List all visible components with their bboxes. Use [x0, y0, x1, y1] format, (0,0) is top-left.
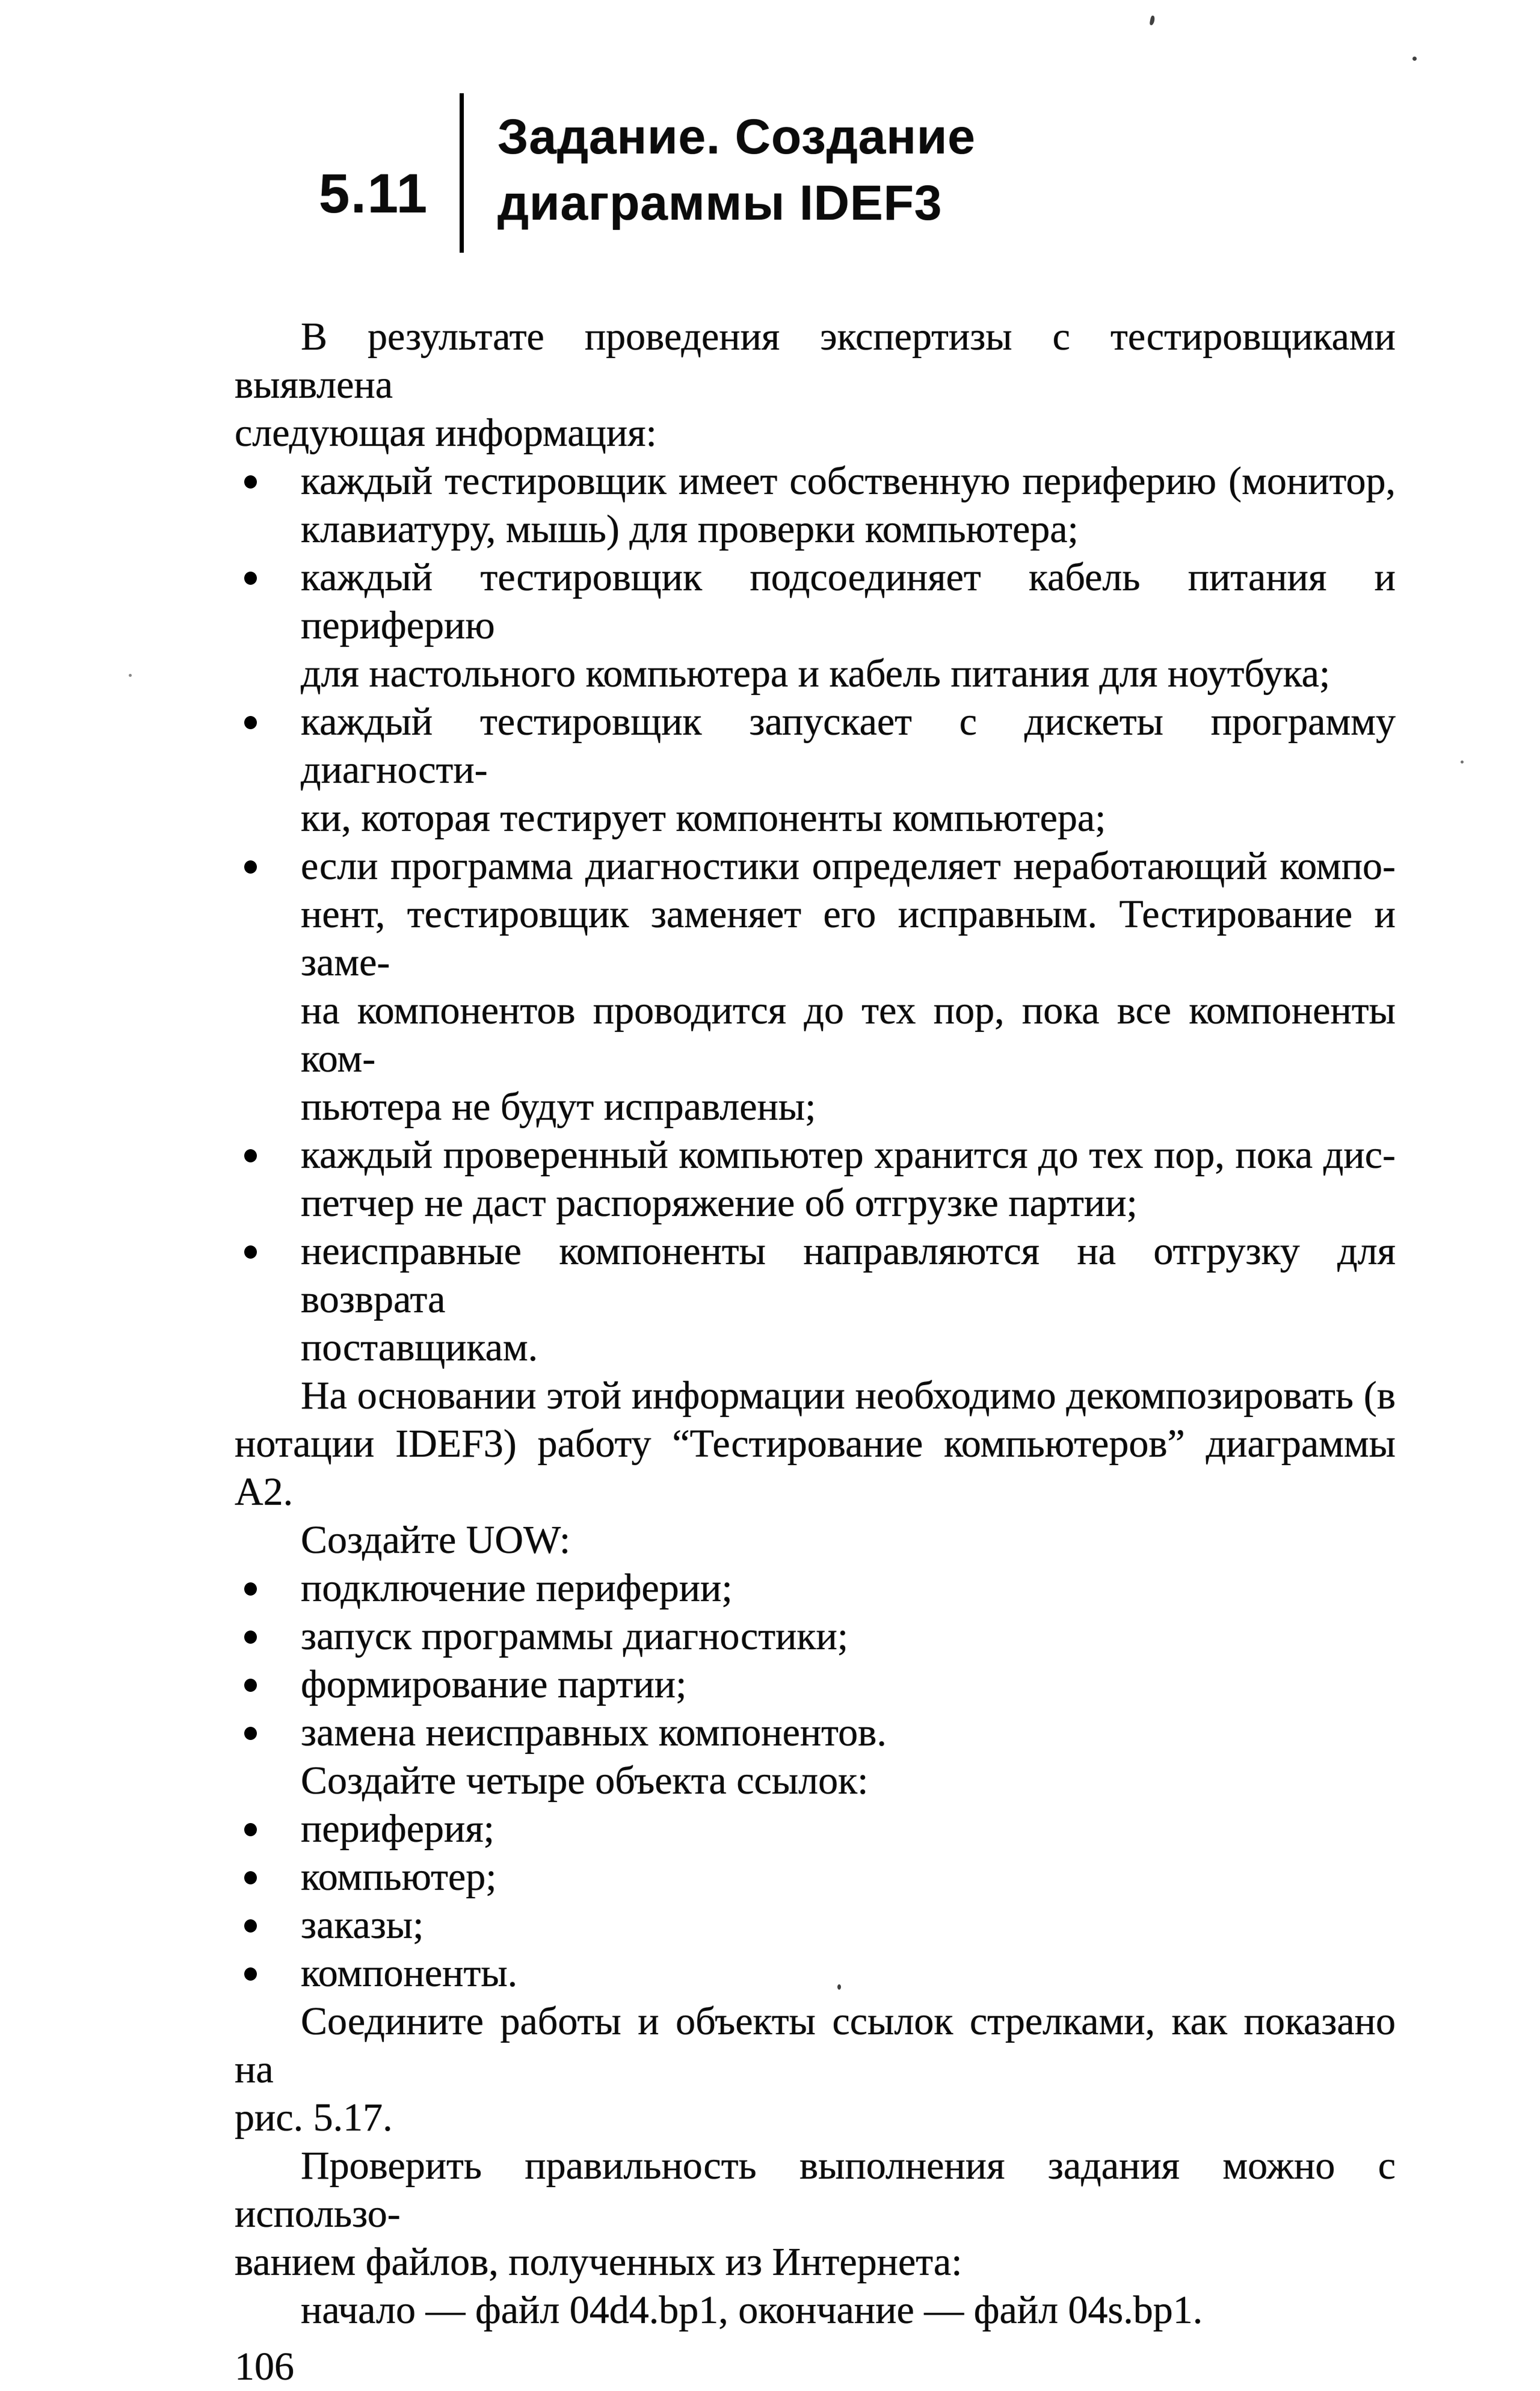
text-line: Соедините работы и объекты ссылок стрелками, как показано на	[235, 1999, 1396, 2091]
bullet-item	[235, 1853, 1396, 1901]
text-line: поставщикам.	[301, 1325, 538, 1369]
bullet-item	[235, 1901, 1396, 1949]
text-line: каждый тестировщик имеет собственную периферию (монитор,	[301, 459, 1396, 503]
bullet-item	[235, 1709, 1396, 1757]
text-line: неисправные компоненты направляются на отгрузку для возврата	[301, 1229, 1396, 1321]
text-line: периферия;	[301, 1807, 495, 1851]
bullet-icon	[244, 1967, 257, 1981]
paragraph	[235, 313, 1396, 457]
text-line: ванием файлов, полученных из Интернета:	[235, 2240, 962, 2284]
bullet-icon	[244, 1582, 257, 1596]
text-line: на компонентов проводится до тех пор, пока все компоненты ком-	[301, 989, 1396, 1081]
text-line: пьютера не будут исправлены;	[301, 1085, 816, 1129]
scan-noise-speck	[129, 674, 132, 677]
bullet-icon	[244, 1919, 257, 1933]
bullet-item	[235, 1564, 1396, 1612]
bullet-item	[235, 1805, 1396, 1853]
bullet-item	[235, 554, 1396, 698]
text-line: подключение периферии;	[301, 1566, 733, 1610]
header-divider	[460, 93, 464, 253]
scan-noise-speck	[1149, 15, 1155, 25]
text-line: компьютер;	[301, 1855, 497, 1899]
bullet-icon	[244, 1245, 257, 1259]
bullet-icon	[244, 1679, 257, 1692]
text-line: запуск программы диагностики;	[301, 1614, 849, 1658]
bullet-icon	[244, 572, 257, 585]
page-number: 106	[235, 2345, 294, 2389]
text-line: петчер не даст распоряжение об отгрузке партии;	[301, 1181, 1138, 1225]
scan-noise-speck	[837, 1984, 841, 1990]
section-header	[319, 93, 1540, 253]
text-line: каждый тестировщик запускает с дискеты программу диагности-	[301, 700, 1396, 792]
bullet-item	[235, 1227, 1396, 1372]
paragraph	[235, 2142, 1396, 2286]
bullet-icon	[244, 860, 257, 874]
text-line: если программа диагностики определяет неработающий компо-	[301, 844, 1396, 888]
text-line: клавиатуру, мышь) для проверки компьютера;	[301, 507, 1079, 551]
bullet-item	[235, 1131, 1396, 1227]
section-title-line-2: диаграммы IDEF3	[497, 176, 943, 230]
text-line: каждый проверенный компьютер хранится до тех пор, пока дис-	[301, 1133, 1396, 1177]
bullet-item	[235, 1612, 1396, 1661]
paragraph	[235, 2286, 1396, 2334]
bullet-icon	[244, 1149, 257, 1162]
text-line: Создайте UOW:	[301, 1518, 571, 1562]
text-line: начало — файл 04d4.bp1, окончание — файл 04s.bp1.	[301, 2288, 1203, 2332]
text-line: каждый тестировщик подсоединяет кабель питания и периферию	[301, 555, 1396, 647]
paragraph	[235, 1757, 1396, 1805]
text-line: формирование партии;	[301, 1662, 687, 1706]
bullet-item	[235, 842, 1396, 1131]
text-line: для настольного компьютера и кабель питания для ноутбука;	[301, 652, 1331, 696]
bullet-item	[235, 457, 1396, 554]
bullet-icon	[244, 1871, 257, 1884]
text-line: Проверить правильность выполнения задания можно с использо-	[235, 2144, 1396, 2236]
bullet-icon	[244, 1823, 257, 1836]
bullet-item	[235, 1949, 1396, 1998]
section-title-line-1: Задание. Создание	[497, 110, 976, 164]
text-line: рис. 5.17.	[235, 2096, 393, 2140]
text-line: нент, тестировщик заменяет его исправным. Тестирование и заме-	[301, 892, 1396, 984]
bullet-item	[235, 1661, 1396, 1709]
text-line: В результате проведения экспертизы с тестировщиками выявлена	[235, 315, 1396, 407]
text-line: Создайте четыре объекта ссылок:	[301, 1759, 869, 1803]
bullet-icon	[244, 475, 257, 489]
section-number: 5.11	[319, 163, 428, 224]
bullet-item	[235, 698, 1396, 842]
text-line: ки, которая тестирует компоненты компьютера;	[301, 796, 1106, 840]
section-title	[464, 93, 976, 253]
scan-noise-speck	[1461, 760, 1464, 764]
paragraph	[235, 1516, 1396, 1564]
text-line: компоненты.	[301, 1951, 518, 1995]
paragraph	[235, 1372, 1396, 1516]
paragraph	[235, 1998, 1396, 2142]
text-line: На основании этой информации необходимо декомпозировать (в	[301, 1374, 1396, 1418]
text-line: нотации IDEF3) работу “Тестирование компьютеров” диаграммы А2.	[235, 1422, 1396, 1514]
body-text	[235, 313, 1396, 2334]
text-line: заказы;	[301, 1903, 424, 1947]
scan-noise-speck	[1412, 57, 1417, 61]
bullet-icon	[244, 716, 257, 729]
bullet-icon	[244, 1727, 257, 1740]
text-line: замена неисправных компонентов.	[301, 1711, 887, 1754]
text-line: следующая информация:	[235, 411, 657, 455]
bullet-icon	[244, 1631, 257, 1644]
